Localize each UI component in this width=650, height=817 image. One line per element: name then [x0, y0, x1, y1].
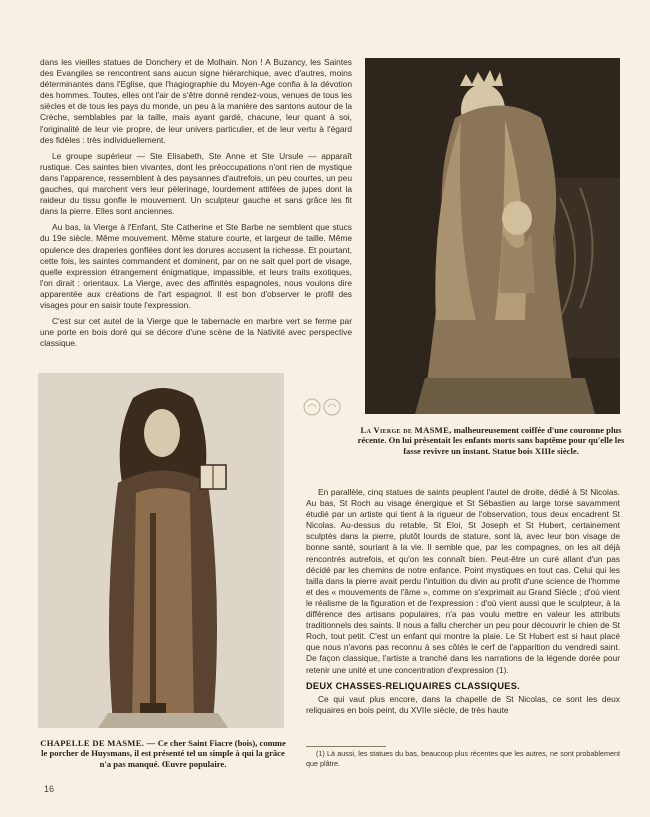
- paragraph: dans les vieilles statues de Donchery et de Molhain. Non ! A Buzancy, les Saintes des Evangiles se rencontrent sans aucun signe hiérarchique, avec d'autres, moins déterminantes dans l'Eglise, que l'hagiographie du Moyen-Age confia à la dévotion des hommes. Toutes, elles ont l'air de s'être donné rendez-vous, venues de tous les siècles et de tous les pays du monde, un peu à la manière des santons autour de la Crèche, semblables par la taille, mais ayant gardé, chacune, leur quant à soi, l'originalité de leur vie propre, de leur univers particulier, et de leur vertu à l'égard des fidèles : très individuellement.: [40, 57, 352, 145]
- caption-title: CHAPELLE DE MASME. —: [40, 738, 156, 748]
- caption-vierge: [356, 425, 626, 456]
- top-text-column: [40, 57, 352, 354]
- paragraph: C'est sur cet autel de la Vierge que le tabernacle en marbre vert se ferme par une porte en bois doré qui se décore d'une scène de la Nativité avec perspective classique.: [40, 316, 352, 349]
- paragraph: Au bas, la Vierge à l'Enfant, Ste Catherine et Ste Barbe ne semblent que stucs du 19e siècle. Même mouvement. Même stature courte, et largeur de taille. Même opulence des draperies gonflées dont les dorures accusent la richesse. Et pourtant, cette fois, les saintes commandent et dominent, par on ne sait quel port de visage, quelle expression étrangement énigmatique, impassible, et leurs traits exotiques, l'on dirait : orientaux. La Vierge, avec des affinités espagnoles, nous voulons dire apparentée aux créations de l'art espagnol. Il est bon d'observer le profil des visages pour en saisir toute l'expression.: [40, 222, 352, 310]
- section-heading: DEUX CHASSES-RELIQUAIRES CLASSIQUES.: [306, 680, 520, 691]
- paragraph: Ce qui vaut plus encore, dans la chapelle de St Nicolas, ce sont les deux reliquaires en bois peint, du XVIIe siècle, de très haute: [306, 693, 620, 715]
- caption-fiacre: [38, 738, 288, 769]
- page-number: 16: [44, 784, 55, 794]
- photo-saint-fiacre: [38, 373, 284, 728]
- caption-text: Ce cher Saint Fiacre (bois), comme le porcher de Huysmans, il est présenté tel un simple à qui la grâce n'a pas manqué. Œuvre populaire.: [41, 738, 286, 769]
- caption-title: La Vierge de MASME,: [360, 425, 452, 435]
- bottom-text-column: [306, 487, 620, 721]
- photo-vierge-de-masme: [365, 58, 620, 414]
- caption-text: malheureusement coiffée d'une couronne plus récente. On lui présentait les enfants morts sans baptême pour qu'elle les fasse revivre un instant. Statue bois XIIIe siècle.: [357, 425, 625, 456]
- footnote: (1) Là aussi, les statues du bas, beaucoup plus récentes que les autres, ne sont probablement que plâtre.: [306, 749, 620, 768]
- stamp-watermark-icon: [302, 397, 342, 417]
- footnote-divider: [306, 746, 386, 747]
- paragraph: En parallèle, cinq statues de saints peuplent l'autel de droite, dédié à St Nicolas. Au bas, St Roch au visage énergique et St Sébastien au large torse savamment étudié par un artiste qui tient à la rigueur de l'observation, tous deux encadrent St Nicolas. Au-dessus du retable, St Eloi, St Joseph et St Hubert, certainement sculptés dans la pierre, plutôt lourds de stature, sont là, avec leur bon visage de bonne santé, souriant à la vie. Il semble que, par les compagnes, on les ait déjà rencontrés autrefois, et qu'on les connaît bien. Peut-être un curé allant d'un pas décidé par les chemins de notre enfance. Point mystiques en tout cas. Celui qui les tailla dans la pierre avait perdu l'intuition du divin au profit d'une science de l'homme et des « mouvements de l'âme », comme on s'exprimait au Grand Siècle ; d'où vient le réalisme de la figuration et de l'expression : d'où vient aussi que le sculpteur, à la différence des artisans populaires, n'a pas voulu mettre en valeur les attributs traditionnels des saints. Il nous a fallu chercher un peu pour découvrir le chien de St Roch, tout petit. C'est un enfant qui montre la plaie. Le St Hubert est si haut placé que nous n'avons pas reconnu à ses côtés le cerf de l'apparition du vendredi saint. De façon classique, l'artiste a tranché dans les narrations de la légende dorée pour retenir une unité et une concentration d'expression (1).: [306, 487, 620, 675]
- paragraph: Le groupe supérieur — Ste Elisabeth, Ste Anne et Ste Ursule — apparaît rustique. Ces saintes bien vivantes, dont les préoccupations n'ont rien de mystique dans l'apparence, ressemblent à des paysannes d'autrefois, un peu courtes, un peu gauches, qui marchent vers leur pèlerinage, lourdement attifées de jupes dont la raideur du tissu gonfle le mouvement. Un sculpteur gauche et sans grâce les fit dans la pierre. Elles sont anciennes.: [40, 150, 352, 217]
